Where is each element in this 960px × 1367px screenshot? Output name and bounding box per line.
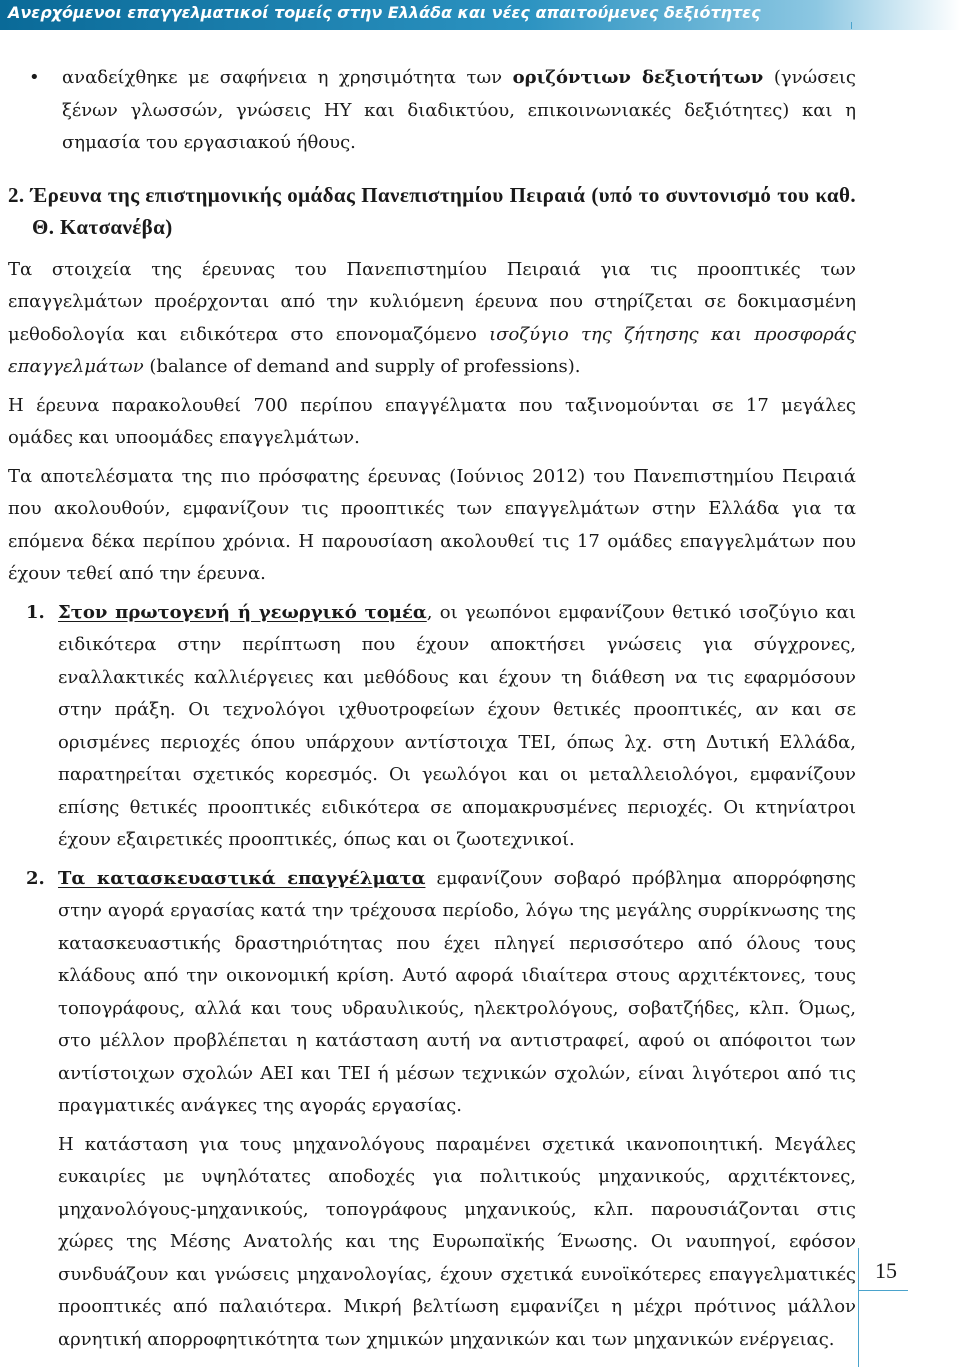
bullet-text-bold: οριζόντιων δεξιοτήτων	[512, 67, 764, 88]
header-tick-mark	[851, 22, 852, 29]
numbered-item-text: εμφανίζουν σοβαρό πρόβλημα απορρόφησης στην αγορά εργασίας κατά την τρέχουσα περίοδο, λόγω της μεγάλης συρρίκνωσης της κατασκευαστικής δραστηριότητας που έχει πληγεί περισσότερο από όλους τους κλάδους από την οικονομική κρίση. Αυτό αφορά ιδιαίτερα στους αρχιτέκτονες, τους τοπογράφους, αλλά και τους υδραυλικούς, ηλεκτρολόγους, σοβατζήδες, κλπ. Όμως, στο μέλλον προβλέπεται η κατάσταση αυτή να αντιστραφεί, αφού οι απόφοιτοι των αντίστοιχων σχολών ΑΕΙ και ΤΕΙ ή μέσων τεχνικών σχολών, είναι λιγότεροι από τις πραγματικές ανάγκες της αγοράς εργασίας.	[58, 867, 856, 1116]
bullet-text-pre: αναδείχθηκε με σαφήνεια η χρησιμότητα των	[62, 67, 513, 88]
bullet-list-item	[8, 62, 856, 160]
page-number-rule-horizontal	[858, 1290, 908, 1291]
page-number: 15	[875, 1258, 897, 1283]
paragraph-engineers: Η κατάσταση για τους μηχανολόγους παραμένει σχετικά ικανοποιητική. Μεγάλες ευκαιρίες με υψηλότατες αποδοχές για πολιτικούς μηχανικούς, αρχιτέκτονες, μηχανολόγους-μηχανικούς, τοπογράφους μηχανικούς, κλπ. παρουσιάζονται στις χώρες της Μέσης Ανατολής και της Ευρωπαϊκής Ένωσης. Οι ναυπηγοί, εφόσον συνδυάζουν και γνώσεις μηχανολογίας, έχουν σχετικά ευνοϊκότερες επαγγελματικές προοπτικές από παλαιότερα. Μικρή βελτίωση εμφανίζει η μέχρι πρότινος μάλλον αρνητική απορροφητικότητα των χημικών μηχανικών και των μηχανικών ενέργειας.	[58, 1133, 856, 1350]
numbered-item-number: 1.	[26, 601, 45, 623]
paragraph-methodology-text: Τα στοιχεία της έρευνας του Πανεπιστημίου Πειραιά για τις προοπτικές των επαγγελμάτων προέρχονται από την κυλιόμενη έρευνα που στηρίζεται σε δοκιμασμένη μεθοδολογία και ειδικότερα στο επονομαζόμενο	[8, 258, 856, 345]
numbered-item-number: 2.	[26, 867, 45, 889]
page-number-rule-vertical	[858, 1248, 859, 1367]
paragraph-methodology-tail: (balance of demand and supply of professions).	[143, 356, 581, 377]
running-header	[0, 0, 960, 30]
paragraph-results: Τα αποτελέσματα της πιο πρόσφατης έρευνας (Ιούνιος 2012) του Πανεπιστημίου Πειραιά που ακολουθούν, εμφανίζουν τις προοπτικές των επαγγελμάτων στην Ελλάδα για τα επόμενα δέκα περίπου χρόνια. Η παρουσίαση ακολουθεί τις 17 ομάδες επαγγελμάτων που έχουν τεθεί από την έρευνα.	[8, 465, 856, 584]
paragraph-scope: Η έρευνα παρακολουθεί 700 περίπου επαγγέλματα που ταξινομούνται σε 17 μεγάλες ομάδες και υποομάδες επαγγελμάτων.	[8, 394, 856, 448]
bullet-icon: •	[29, 67, 40, 88]
numbered-item-lead: Στον πρωτογενή ή γεωργικό τομέα	[58, 601, 427, 623]
section-heading: 2. Έρευνα της επιστημονικής ομάδας Πανεπιστημίου Πειραιά (υπό το συντονισμό του καθ. Θ. Κατσανέβα)	[8, 182, 856, 239]
numbered-item-primary-sector	[8, 597, 856, 857]
running-header-title: Ανερχόμενοι επαγγελματικοί τομείς στην Ελλάδα και νέες απαιτούμενες δεξιότητες	[8, 3, 761, 22]
numbered-item-lead: Τα κατασκευαστικά επαγγέλματα	[58, 867, 426, 889]
bullet-text-post: (γνώσεις ξένων γλωσσών, γνώσεις ΗΥ και διαδικτύου, επικοινωνιακές δεξιότητες) και η σημασία του εργασιακού ήθους.	[62, 67, 856, 153]
numbered-item-construction	[8, 863, 856, 1123]
page-body	[8, 62, 856, 1356]
paragraph-methodology-term: ισοζύγιο της ζήτησης και προσφοράς επαγγελμάτων	[8, 323, 856, 377]
paragraph-methodology	[8, 254, 856, 384]
numbered-item-text: , οι γεωπόνοι εμφανίζουν θετικό ισοζύγιο και ειδικότερα στην περίπτωση που έχουν αποκτήσει γνώσεις για σύγχρονες, εναλλακτικές καλλιέργειες και μεθόδους και έχουν τη διάθεση να τις εφαρμόσουν στην πράξη. Οι τεχνολόγοι ιχθυοτροφείων έχουν θετικές προοπτικές, αν και σε ορισμένες περιοχές όπου υπάρχουν αντίστοιχα ΤΕΙ, όπως λχ. στη Δυτική Ελλάδα, παρατηρείται σχετικός κορεσμός. Οι γεωλόγοι και οι μεταλλειολόγοι, εμφανίζουν επίσης θετικές προοπτικές ειδικότερα σε απομακρυσμένες περιοχές. Οι κτηνίατροι έχουν εξαιρετικές προοπτικές, όπως και οι ζωοτεχνικοί.	[58, 601, 856, 850]
